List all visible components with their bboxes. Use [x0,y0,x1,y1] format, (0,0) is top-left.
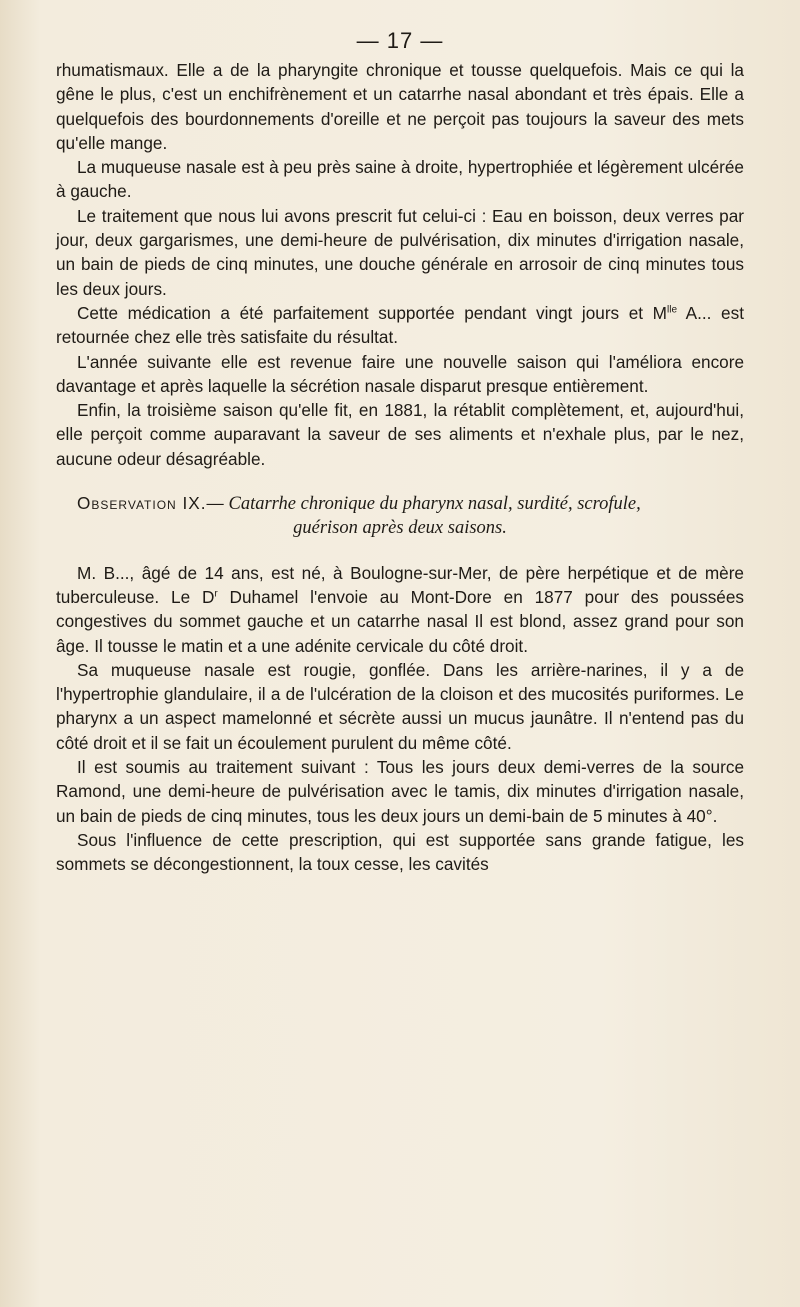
observation-heading [56,491,744,541]
medication-text-start: Cette médication a été parfaitement supportée pendant vingt jours et M [77,302,667,323]
mlle-superscript: lle [667,304,678,316]
medication-text-end: A... est retournée chez elle très satisfaite du résultat. [56,302,744,348]
case-text-end: Duhamel l'envoie au Mont-Dore en 1877 pour des poussées congestives du sommet gauche et un catarrhe nasal Il est blond, assez grand pour son âge. Il tousse le matin et a une adénite cervicale du côté droit. [56,586,744,656]
paragraph-medication [56,301,744,350]
paragraph-third-season: Enfin, la troisième saison qu'elle fit, en 1881, la rétablit complètement, et, aujourd'hui, elle perçoit comme auparavant la saveur de ses aliments et n'exhale plus, par le nez, aucune odeur désagréable. [56,400,744,469]
page-body [56,58,744,877]
paragraph-mucosa: La muqueuse nasale est à peu près saine à droite, hypertrophiée et légèrement ulcérée à gauche. [56,157,744,202]
observation-dash: — [206,493,229,514]
paragraph-next-year: L'année suivante elle est revenue faire une nouvelle saison qui l'améliora encore davantage et après laquelle la sécrétion nasale disparut presque entièrement. [56,351,744,396]
paragraph-influence: Sous l'influence de cette prescription, qui est supportée sans grande fatigue, les sommets se décongestionnent, la toux cesse, les cavités [56,829,744,875]
paragraph-case-treatment: Il est soumis au traitement suivant : Tous les jours deux demi-verres de la source Ramond, une demi-heure de pulvérisation avec le tamis, dix minutes d'irrigation nasale, un bain de pieds de cinq minutes, tous les deux jours un demi-bain de 5 minutes à 40°. [56,757,744,826]
observation-title-line2: guérison après deux saisons. [293,518,507,539]
paragraph-continuation: rhumatismaux. Elle a de la pharyngite chronique et tousse quelquefois. Mais ce qui la gêne le plus, c'est un enchifrènement et un catarrhe nasal abondant et très épais. Elle a quelquefois des bourdonnements d'oreille et ne perçoit pas toujours la saveur des mets qu'elle mange. [56,60,744,153]
case-text-start: M. B..., âgé de 14 ans, est né, à Boulogne-sur-Mer, de père herpétique et de mère tuberculeuse. Le D [56,562,744,607]
observation-label: Observation IX. [77,493,207,514]
page-number: — 17 — [356,28,444,53]
observation-title-line1: Catarrhe chronique du pharynx nasal, surdité, scrofule, [228,494,641,515]
paragraph-case-intro [56,561,744,658]
paragraph-treatment: Le traitement que nous lui avons prescrit fut celui-ci : Eau en boisson, deux verres par jour, deux gargarismes, une demi-heure de pulvérisation, dix minutes d'irrigation nasale, un bain de pieds de cinq minutes, une douche générale en arrosoir de cinq minutes tous les deux jours. [56,205,744,299]
paragraph-nasal-mucosa: Sa muqueuse nasale est rougie, gonflée. Dans les arrière-narines, il y a de l'hypertrophie glandulaire, il a de l'ulcération de la cloison et des mucosités puriformes. Le pharynx a un aspect mamelonné et sécrète aussi un mucus jaunâtre. Il n'entend pas du côté droit et il se fait un écoulement purulent du même côté. [56,659,744,753]
dr-superscript: r [214,588,218,600]
